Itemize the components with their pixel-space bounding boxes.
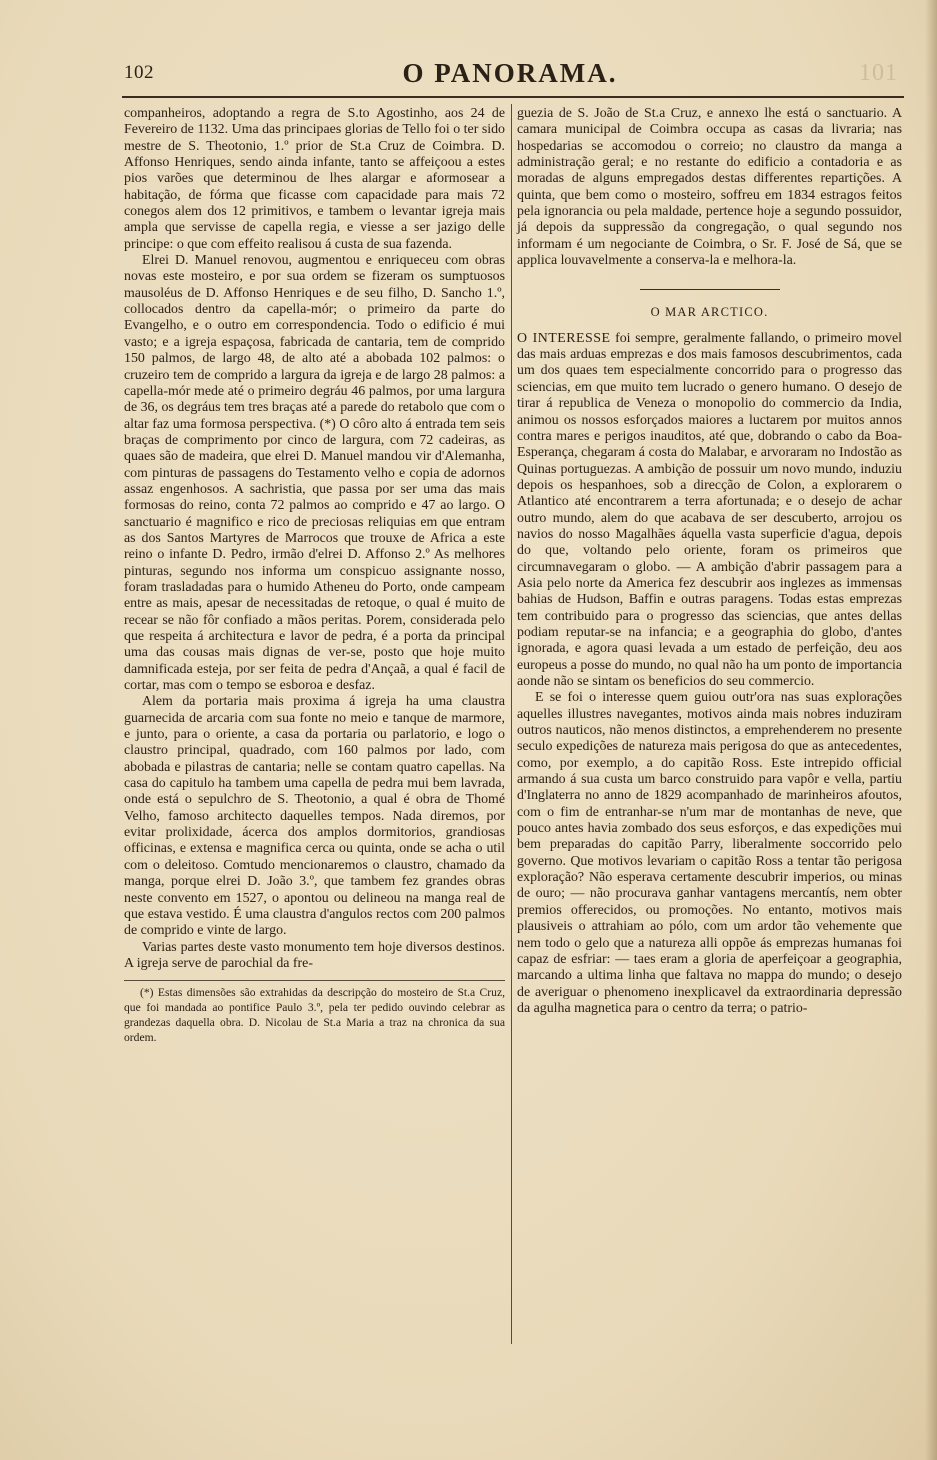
continuation-paragraph: guezia de S. João de St.a Cruz, e annexo lhe está o sanctuario. A camara municipal de Coimbra occupa as casas da livraria; nas hospedarias se accomodou o correio; no claustro da manga a administração geral; e no restante do edificio a contadoria e as moradas de alguns empregados destas differentes repartições. A quinta, que bem como o mosteiro, soffreu em 1834 estragos feitos pela ignorancia ou pela maldade, pertence hoje a segundo possuidor, já depois da suppressão da congregação, o qual segundo nos informam é um negociante de Coimbra, o Sr. F. José de Sá, que se applica louvavelmente a conserva-la e melhora-la. — [517, 106, 902, 269]
paragraph-1: companheiros, adoptando a regra de S.to Agostinho, aos 24 de Fevereiro de 1132. Uma das principaes glorias de Tello foi o ter sido mestre de S. Theotonio, 1.º prior de St.a Cruz de Coimbra. D. Affonso Henriques, sendo ainda infante, tanto se affeiçoou a estes pios varões que determinou de lhes alargar e aformosear a habitação, de fórma que ficasse com capacidade para mais 72 conegos alem dos 12 primitivos, e tambem o levantar igreja mais ampla que servisse de capella regia, e viesse a ser jazigo delle principe: o que com effeito realisou á custa de sua fazenda. — [124, 106, 505, 252]
section-paragraph-1-text: foi sempre, geralmente fallando, o primeiro movel das mais arduas emprezas e dos mais famosos descubrimentos, cada um dos quaes tem especialmente concorrido para o progresso das sciencias, em que muito tem lucrado o genero humano. O desejo de tirar á republica de Veneza o monopolio do commercio da India, animou os nossos esforçados maiores a luctarem por muitos annos contra mares e perigos inauditos, até que, dobrando o cabo da Boa-Esperança, chegaram á costa do Malabar, e arvoraram no Indostão as Quinas portuguezas. A ambição de possuir um novo mundo, induziu depois os hespanhoes, sob a direcção de Colon, a explorarem o Atlantico até encontrarem a terra afortunada; e o desejo de achar outro mundo, alem do que acabava de ser descuberto, arrojou os navios do nosso Magalhães áquella vasta superficie d'agua, depois do que, voltando pelo oriente, foram os primeiros que circumnavegaram o globo. — A ambição d'abrir passagem para a Asia pelo norte da America fez descubrir aos inglezes as immensas bahias de Hudson, Baffin e outras paragens. Todas estas emprezas tem contribuido para o progresso das sciencias, que antes dellas podiam reputar-se na infancia; e a geographia do globo, d'antes ignorada, e agora quasi levada a um estado de perfeição, deu aos europeus a posse do mundo, no qual não ha um ponto de importancia aonde não se sintam os beneficios do seu commercio. — [517, 330, 902, 689]
section-title: O MAR ARCTICO. — [650, 305, 769, 320]
right-column — [517, 106, 902, 1017]
paragraph-4: Varias partes deste vasto monumento tem hoje diversos destinos. A igreja serve de parochial da fre- — [124, 939, 505, 971]
running-title: O PANORAMA. — [402, 58, 618, 88]
page-header — [120, 58, 900, 92]
footnote — [124, 980, 505, 1045]
section-paragraph-2: E se foi o interesse quem guiou outr'ora nas suas explorações aquelles illustres navegantes, motivos ainda mais nobres induziram outros nauticos, não menos distinctos, a emprehenderem no presente seculo expedições de natureza mais perigosa do que as antecedentes, como, por exemplo, a do capitão Ross. Este intrepido official armando á sua custa um barco construido para vapôr e vella, partiu d'Inglaterra no anno de 1829 acompanhado de marinheiros afoutos, com o fim de entranhar-se n'um mar de montanhas de neve, que pouco antes havia zombado dos seus esforços, e das expedições mui bem preparadas do capitão Parry, liberalmente soccorrido pelo governo. Que motivos levariam o capitão Ross a tentar tão perigosa exploração? Não esperava certamente descubrir imperios, ou minas de ouro; — não procurava ganhar vantagens mercantís, nem obter premios offerecidos, ou promoções. No entanto, motivos mais plausiveis o attrahiam ao pólo, com um ardor tão vehemente que nem todo o gelo que a natureza alli oppõe ás emprezas humanas foi capaz de esfriar: — taes eram a gloria de aperfeiçoar a geographia, marcando a ultima linha que faltava no mappa do mundo; o desejo de averiguar o phenomeno inexplicavel da extraordinaria depressão da agulha magnetica para o centro da terra; o patrio- — [517, 690, 902, 1016]
header-rule — [122, 96, 904, 98]
page-number: 102 — [124, 62, 154, 83]
bleed-through-page-number: 101 — [859, 60, 898, 86]
left-column — [124, 106, 505, 1045]
paragraph-2: Elrei D. Manuel renovou, augmentou e enriqueceu com obras novas este mosteiro, e por sua ordem se fizeram os sumptuosos mausoléus de D. Affonso Henriques e de seu filho, D. Sancho 1.º, collocados dentro da capella-mór; o primeiro da parte do Evangelho, e o outro em correspondencia. Todo o edificio é mui vasto; e a igreja espaçosa, fabricada de cantaria, tem de comprido 150 palmos, de largo 48, de alto até a abobada 102 palmos: o cruzeiro tem de comprido a largura da igreja e de largo 28 palmos: a capella-mór mede até o primeiro degráu 46 palmos, por uma largura de 36, os degráus tem tres braças até a parede do retabolo que com o altar faz uma formosa perspectiva. (*) O côro alto á entrada tem seis braças de comprimento por cinco de largura, com 72 cadeiras, as quaes são de madeira, que elrei D. Manuel mandou vir d'Alemanha, com pinturas de passagens do Testamento velho e copia de adornos assaz engenhosos. A sachristia, que passa por ser uma das mais formosas do reino, conta 72 palmos ao comprido e 47 ao largo. O sanctuario é magnifico e rico de preciosas reliquias em que entram as dos Santos Martyres de Marrocos que trouxe de Africa a este reino o infante D. Pedro, irmão d'elrei D. Affonso 2.º As melhores pinturas, segundo nos informa um conspicuo assignante nosso, foram trasladadas para o humido Atheneu do Porto, onde campeam entre as mais, apesar de necessitadas de retoque, o qual é muito de recear se não fôr confiado a mãos peritas. Porem, considerada pelo que respeita á architectura e lavor de pedra, é a porta da principal uma das cousas mais dignas de ver-se, posto que hoje muito damnificada esteja, por ser feita de pedra d'Ançaã, a qual é facil de cortar, mas com o tempo se esboroa e desfaz. — [124, 253, 505, 694]
column-divider — [511, 104, 512, 1344]
paragraph-3: Alem da portaria mais proxima á igreja ha uma claustra guarnecida de arcaria com sua fonte no meio e tanque de marmore, e junto, para o oriente, a casa da portaria ou parlatorio, e logo o claustro principal, quadrado, com 160 palmos por lado, com abobada e pilastras de cantaria; nelle se contam quatro capellas. Na casa do capitulo ha tambem uma capella de pedra mui bem lavrada, onde está o sepulchro de S. Theotonio, a qual é obra de Thomé Velho, famoso architecto daquelles tempos. Nada diremos, por evitar prolixidade, ácerca dos amplos dormitorios, grandiosas officinas, e extensa e magnifica cerca ou quinta, onde se acha o util com o deleitoso. Comtudo mencionaremos o claustro, chamado da manga, porque elrei D. João 3.º, que tambem fez grandes obras neste convento em 1527, o apontou ou delineou na manga real de que estava vestido. É uma claustra d'angulos rectos com 200 palmos de comprido e vinte de largo. — [124, 694, 505, 939]
section-paragraph-1 — [517, 331, 902, 691]
footnote-text: (*) Estas dimensões são extrahidas da descripção do mosteiro de St.a Cruz, que foi mandada ao pontifice Paulo 3.º, pela ter pedido ouvindo celebrar as grandezas daquella obra. D. Nicolau de St.a Maria a traz na chronica da sua ordem. — [124, 986, 505, 1045]
page-edge-shadow — [925, 0, 937, 1460]
section-lead-in: O INTERESSE — [517, 330, 611, 346]
section-divider — [640, 289, 780, 290]
